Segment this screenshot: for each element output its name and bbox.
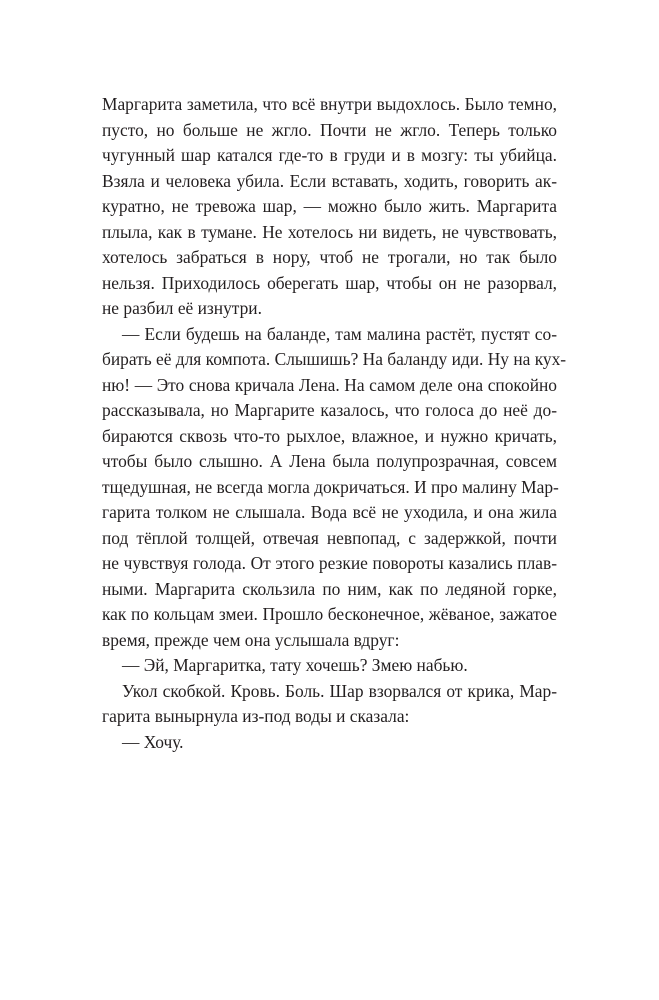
text-line: ными. Маргарита скользила по ним, как по ледяной горке, — [102, 578, 557, 599]
text-line: чтобы было слышно. А Лена была полупрозрачная, совсем — [102, 451, 557, 471]
text-line: — Эй, Маргаритка, тату хочешь? Змею набью. — [122, 655, 468, 675]
text-line: плыла, как в тумане. Не хотелось ни видеть, не чувствовать, — [102, 221, 557, 242]
text-line: бирать её для компота. Слышишь? На баланду иди. Ну на кух- — [102, 349, 567, 369]
text-line: куратно, не тревожа шар, — можно было жить. Маргарита — [102, 196, 557, 216]
text-line: время, прежде чем она услышала вдруг: — [102, 629, 400, 650]
text-line: рассказывала, но Маргарите казалось, что голоса до неё до- — [102, 400, 557, 420]
text-line: под тёплой толщей, отвечая невпопад, с задержкой, почти — [102, 527, 557, 548]
page-text-block — [102, 92, 567, 755]
text-line: хотелось забраться в нору, чтоб не трогали, но так было — [102, 247, 557, 267]
text-line: — Если будешь на баланде, там малина растёт, пустят со- — [122, 323, 557, 344]
text-line: бираются сквозь что-то рыхлое, влажное, и нужно кричать, — [102, 425, 557, 446]
text-line: гарита вынырнула из-под воды и сказала: — [102, 706, 410, 726]
text-line: нельзя. Приходилось оберегать шар, чтобы он не разорвал, — [102, 272, 557, 293]
text-line: Взяла и человека убила. Если вставать, ходить, говорить ак- — [102, 170, 557, 191]
text-line: гарита толком не слышала. Вода всё не уходила, и она жила — [102, 502, 557, 522]
text-line: не разбил её изнутри. — [102, 298, 262, 318]
text-line: Маргарита заметила, что всё внутри выдохлось. Было темно, — [102, 94, 557, 114]
text-line: Укол скобкой. Кровь. Боль. Шар взорвался от крика, Мар- — [122, 680, 557, 701]
text-line: не чувствуя голода. От этого резкие повороты казались плав- — [102, 553, 557, 573]
text-line: ню! — Это снова кричала Лена. На самом деле она спокойно — [102, 374, 557, 395]
text-line: как по кольцам змеи. Прошло бесконечное, жёваное, зажатое — [102, 604, 557, 624]
text-line: пусто, но больше не жгло. Почти не жгло. Теперь только — [102, 119, 557, 140]
text-line: чугунный шар катался где-то в груди и в мозгу: ты убийца. — [102, 145, 557, 165]
text-line: тщедушная, не всегда могла докричаться. И про малину Мар- — [102, 476, 559, 497]
text-line: — Хочу. — [122, 731, 184, 752]
